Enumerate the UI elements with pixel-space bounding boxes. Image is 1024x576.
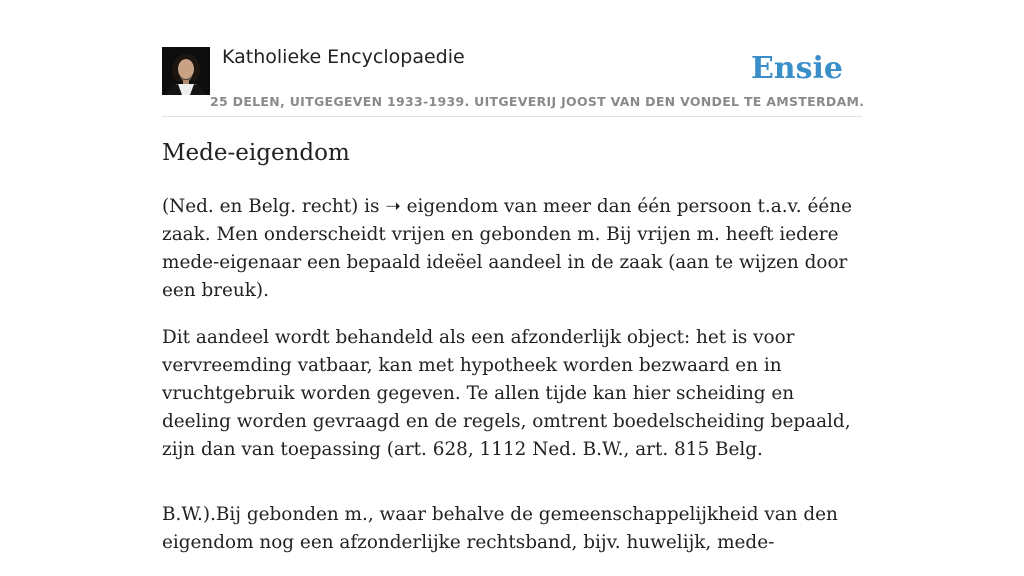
header [162, 0, 865, 117]
paragraph-3: B.W.).Bij gebonden m., waar behalve de gemeenschappelijkheid van den eigendom nog een afzonderlijke rechtsband, bijv. huwelijk, mede- [162, 504, 838, 553]
p1-text-after: van meer dan één persoon t.a.v. ééne zaak. Men onderscheidt vrijen en gebonden m. Bij vrijen m. heeft iedere mede-eigenaar een bepaald ideëel aandeel in de zaak (aan te wijzen door een breuk). [162, 196, 852, 301]
publication-title[interactable]: Katholieke Encyclopaedie [222, 46, 465, 68]
p1-text-before: (Ned. en Belg. recht) is [162, 196, 386, 217]
article-body [162, 193, 867, 576]
paragraph-2: Dit aandeel wordt behandeld als een afzonderlijk object: het is voor vervreemding vatbaar, kan met hypotheek worden bezwaard en in vruchtgebruik worden gegeven. Te allen tijde kan hier scheiding en deeling worden gevraagd en de regels, omtrent boedelscheiding bepaald, zijn dan van toepassing (art. 628, 1112 Ned. B.W., art. 815 Belg. [162, 327, 851, 460]
paragraph-1 [162, 193, 867, 305]
publication-meta: 25 DELEN, UITGEGEVEN 1933-1939. UITGEVERIJ JOOST VAN DEN VONDEL TE AMSTERDAM. [210, 94, 865, 109]
article-title: Mede-eigendom [162, 140, 350, 166]
page-container [162, 0, 865, 553]
portrait-icon [162, 47, 210, 95]
link-eigendom[interactable]: eigendom [406, 196, 499, 217]
avatar[interactable] [162, 47, 210, 95]
brand-logo[interactable]: Ensie [750, 51, 843, 86]
arrow-right-icon: ➝ [385, 196, 401, 217]
